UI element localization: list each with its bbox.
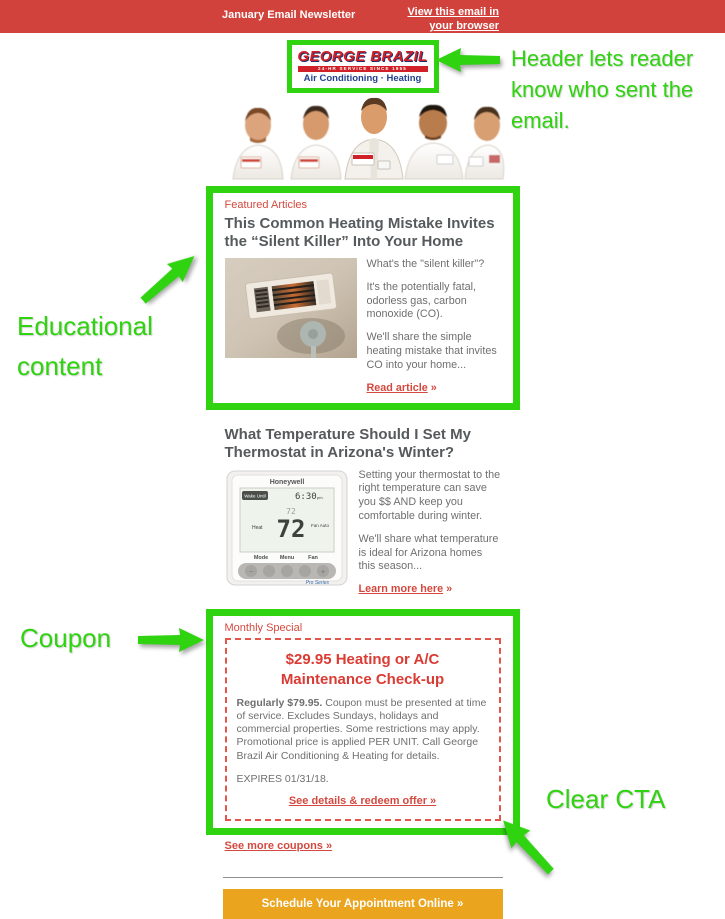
svg-text:Pro Series: Pro Series	[305, 579, 329, 586]
article1-title: This Common Heating Mistake Invites the “Silent Killer” Into Your Home	[224, 215, 495, 250]
coupon-fine-print	[237, 697, 489, 763]
article2-title: What Temperature Should I Set My Thermostat in Arizona's Winter?	[224, 425, 471, 461]
redeem-offer-link[interactable]: See details & redeem offer »	[288, 794, 437, 807]
ceiling-heater-photo	[225, 258, 357, 358]
article2-section	[223, 426, 503, 598]
coupon-terms: Coupon must be presented at time of service. Excludes Sundays, holidays and commercial properties. Some restrictions may apply. Promotional price is applied PER UNIT. Call George Brazil Air Conditioning & Heating for details.	[236, 697, 487, 762]
coupon	[225, 638, 501, 821]
link-arrow: »	[446, 583, 453, 596]
featured-articles-label: Featured Articles	[224, 199, 308, 211]
divider-line	[223, 877, 503, 878]
read-article-link[interactable]: Read article	[366, 381, 428, 394]
annotation-coupon-note: Coupon	[20, 623, 112, 653]
svg-text:Fan: Fan	[307, 554, 318, 561]
newsletter-title: January Email Newsletter	[222, 9, 356, 21]
coupon-annotation-box	[206, 609, 520, 835]
left-arrow-icon	[434, 47, 502, 73]
article1-paragraph: What's the "silent killer"?	[366, 258, 485, 270]
logo-annotation-box	[287, 40, 439, 93]
logo-tagline: 24-HR SERVICE SINCE 1955	[298, 66, 428, 72]
svg-text:6:30: 6:30	[294, 491, 317, 502]
coupon-regular-price: Regularly $79.95.	[236, 697, 323, 709]
technicians-photo	[223, 95, 503, 179]
svg-text:+: +	[320, 568, 325, 576]
company-logo: GEORGE BRAZIL	[297, 48, 428, 65]
svg-text:Menu: Menu	[279, 554, 294, 561]
newsletter-top-bar	[0, 0, 725, 33]
svg-text:pm: pm	[316, 494, 323, 500]
svg-text:Wake Until: Wake Until	[243, 493, 266, 498]
svg-text:−: −	[248, 568, 253, 576]
right-arrow-icon	[136, 627, 206, 653]
email-body	[223, 40, 503, 919]
article2-paragraph: Setting your thermostat to the right temperature can save you $$ AND keep you comfortable during winter.	[358, 468, 501, 522]
link-arrow: »	[430, 381, 437, 394]
view-in-browser-link[interactable]: View this email in your browser	[407, 6, 499, 32]
svg-text:72: 72	[276, 514, 305, 543]
featured-articles-annotation-box	[206, 186, 520, 410]
annotation-educational-note: Educational content	[17, 311, 153, 381]
article2-paragraph: We'll share what temperature is ideal for Arizona homes this season...	[358, 532, 499, 573]
schedule-appointment-button[interactable]: Schedule Your Appointment Online »	[223, 889, 503, 919]
svg-text:Mode: Mode	[253, 554, 268, 561]
up-right-arrow-icon	[132, 245, 205, 313]
article1-paragraph: We'll share the simple heating mistake that invites CO into your home...	[366, 331, 497, 371]
coupon-title-line1: $29.95 Heating or A/C	[285, 651, 440, 668]
svg-text:Heat: Heat	[251, 524, 263, 531]
svg-text:72: 72	[285, 506, 296, 516]
logo-subtitle: Air Conditioning · Heating	[303, 73, 422, 84]
article1-paragraph: It's the potentially fatal, odorless gas, carbon monoxide (CO).	[366, 280, 476, 321]
learn-more-link[interactable]: Learn more here	[358, 583, 444, 596]
monthly-special-label: Monthly Special	[224, 622, 303, 634]
thermostat-photo	[225, 469, 349, 589]
svg-text:Fan Auto: Fan Auto	[310, 522, 329, 528]
svg-text:Honeywell: Honeywell	[269, 478, 304, 486]
annotation-cta-note: Clear CTA	[546, 784, 666, 814]
annotation-header-note: Header lets reader know who sent the email.	[511, 46, 694, 133]
coupon-title-line2: Maintenance Check-up	[280, 670, 445, 688]
article1-body	[367, 258, 501, 396]
coupon-expiry: EXPIRES 01/31/18.	[236, 772, 329, 785]
see-more-coupons-link[interactable]: See more coupons »	[224, 839, 333, 852]
article2-body	[359, 469, 501, 598]
